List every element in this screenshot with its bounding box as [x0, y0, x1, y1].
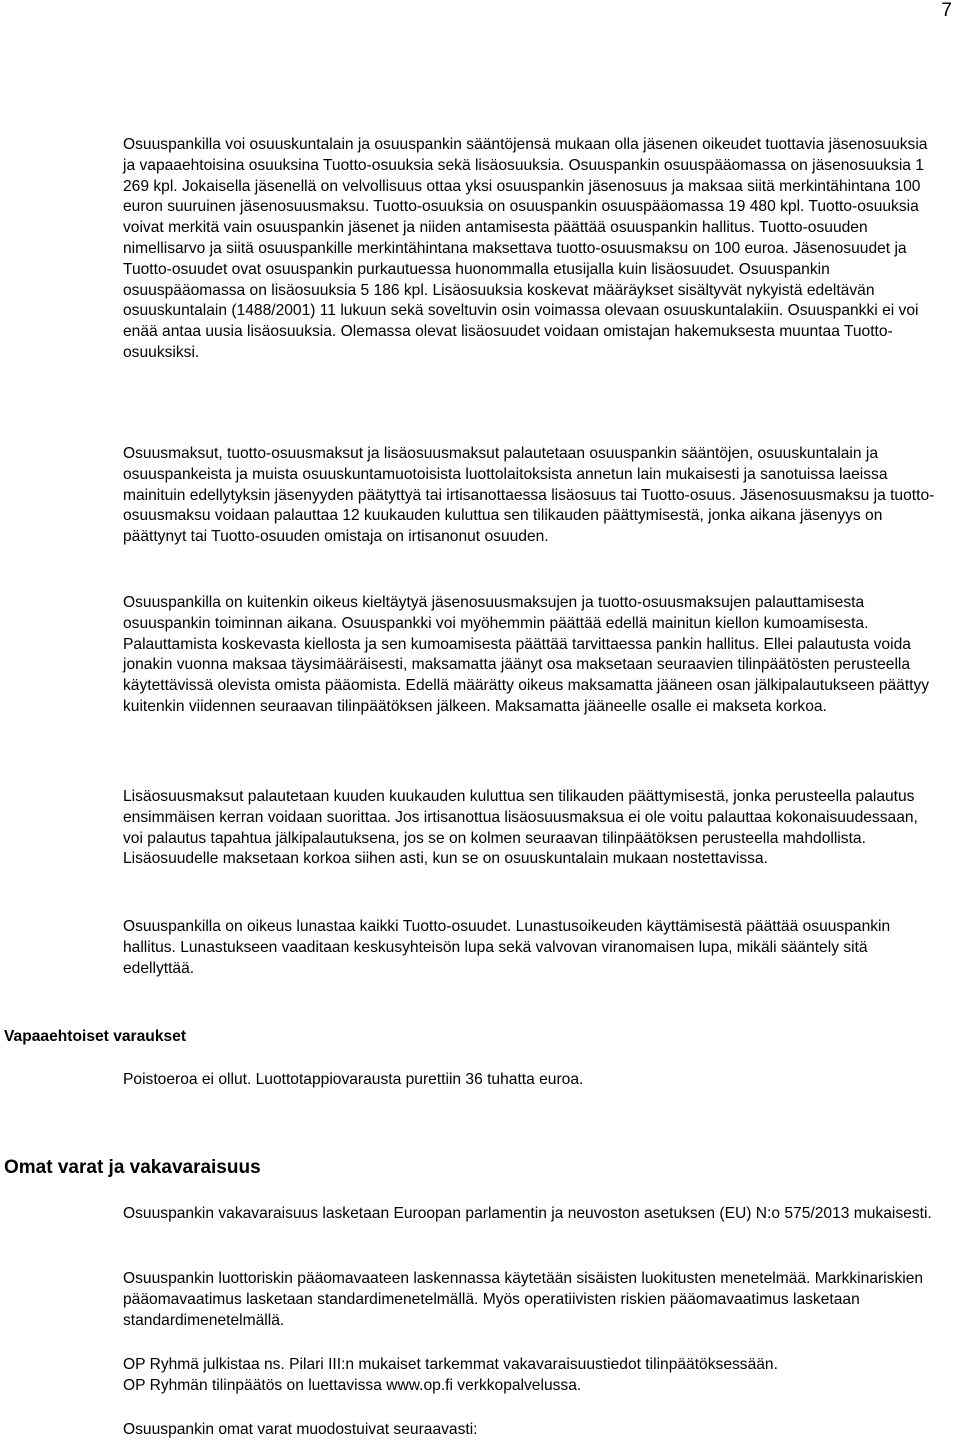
paragraph-lisaosuusmaksut: Lisäosuusmaksut palautetaan kuuden kuukauden kuluttua sen tilikauden päättymisestä, jonka perusteella palautus ensimmäisen kerran voidaan suorittaa. Jos irtisanottua lisäosuusmaksua ei ole voitu palauttaa kokonaisuudessaan, voi palautus tapahtua jälkipalautuksena, jos se on kolmen seuraavan tilinpäätöksen perusteella mahdollista. Lisäosuudelle maksetaan korkoa siihen asti, kun se on osuuskuntalain mukaan nostettavissa.: [123, 788, 918, 868]
paragraph-osuusmaksujen-palautus: Osuusmaksut, tuotto-osuusmaksut ja lisäosuusmaksut palautetaan osuuspankin sääntöjen, osuuskuntalain ja osuuspankeista ja muista osuuskuntamuotoisista luottolaitoksista annetun lain mukaisesti ja sanotuissa laeissa mainituin edellytyksin jäsenyyden päätyttyä tai irtisanottaessa lisäosuus tai Tuotto-osuus. Jäsenosuusmaksu ja tuotto-osuusmaksu voidaan palauttaa 12 kuukauden kuluttua sen tilikauden päättymisestä, jonka aikana jäsenyys on päättynyt tai Tuotto-osuuden omistaja on irtisanonut osuuden.: [123, 445, 935, 546]
heading-omat-varat: Omat varat ja vakavaraisuus: [4, 1157, 261, 1178]
pilari-line-2: OP Ryhmän tilinpäätös on luettavissa www.op.fi verkkopalvelussa.: [123, 1376, 582, 1394]
paragraph-osuudet: Osuuspankilla voi osuuskuntalain ja osuuspankin sääntöjensä mukaan olla jäsenen oikeudet tuottavia jäsenosuuksia ja vapaaehtoisina osuuksina Tuotto-osuuksia sekä lisäosuuksia. Osuuspankin osuuspääomassa on jäsenosuuksia 1 269 kpl. Jokaisella jäsenellä on velvollisuus ottaa yksi osuuspankin jäsenosuus ja maksaa siitä merkintähintana 100 euron suuruinen jäsenosuusmaksu. Tuotto-osuuksia on osuuspankin osuuspääomassa 19 480 kpl. Tuotto-osuuksia voivat merkitä vain osuuspankin jäsenet ja niiden antamisesta päättää osuuspankin hallitus. Tuotto-osuuden nimellisarvo ja siitä osuuspankille merkintähintana maksettava tuotto-osuusmaksu on 100 euroa. Jäsenosuudet ja Tuotto-osuudet ovat osuuspankin purkautuessa huonommalla etusijalla kuin lisäosuudet. Osuuspankin osuuspääomassa on lisäosuuksia 5 186 kpl. Lisäosuuksia koskevat määräykset sisältyvät nykyistä edeltävän osuuskuntalain (1488/2001) 11 lukuun sekä soveltuvin osin voimassa olevaan osuuskuntalakiin. Osuuspankki ei voi enää antaa uusia lisäosuuksia. Olemassa olevat lisäosuudet voidaan omistajan hakemuksesta muuntaa Tuotto-osuuksiksi.: [123, 136, 928, 361]
paragraph-pilari: [123, 1355, 941, 1397]
page-number: 7: [941, 0, 952, 21]
heading-vapaaehtoiset-varaukset: Vapaaehtoiset varaukset: [4, 1028, 187, 1045]
paragraph-vakavaraisuus: Osuuspankin vakavaraisuus lasketaan Euroopan parlamentin ja neuvoston asetuksen (EU) N:o 575/2013 mukaisesti.: [123, 1205, 932, 1222]
paragraph-omat-varat-intro: Osuuspankin omat varat muodostuivat seuraavasti:: [123, 1421, 478, 1438]
paragraph-palautuskielto: Osuuspankilla on kuitenkin oikeus kieltäytyä jäsenosuusmaksujen ja tuotto-osuusmaksujen palauttamisesta osuuspankin toiminnan aikana. Osuuspankki voi myöhemmin päättää edellä mainitun kiellon kumoamisesta. Palauttamista koskevasta kiellosta ja sen kumoamisesta päättää tarvittaessa pankin hallitus. Ellei palautusta voida jonakin vuonna maksaa täysimääräisesti, maksamatta jäänyt osa maksetaan seuraavien tilinpäätösten perusteella käytettävissä olevista omista pääomista. Edellä määrätty oikeus maksamatta jääneen osan jälkipalautukseen päättyy kuitenkin viidennen seuraavan tilinpäätöksen jälkeen. Maksamatta jääneelle osalle ei makseta korkoa.: [123, 594, 930, 715]
paragraph-paaomavaade: Osuuspankin luottoriskin pääomavaateen laskennassa käytetään sisäisten luokitusten menetelmää. Markkinariskien pääomavaatimus lasketaan standardimenetelmällä. Myös operatiivisten riskien pääomavaatimus lasketaan standardimenetelmällä.: [123, 1270, 924, 1329]
paragraph-lunastus: Osuuspankilla on oikeus lunastaa kaikki Tuotto-osuudet. Lunastusoikeuden käyttämisestä päättää osuuspankin hallitus. Lunastukseen vaaditaan keskusyhteisön lupa sekä valvovan viranomaisen lupa, mikäli sääntely sitä edellyttää.: [123, 918, 891, 977]
paragraph-poistoero: Poistoeroa ei ollut. Luottotappiovarausta purettiin 36 tuhatta euroa.: [123, 1071, 584, 1088]
pilari-line-1: OP Ryhmä julkistaa ns. Pilari III:n mukaiset tarkemmat vakavaraisuustiedot tilinpäätöksessään.: [123, 1356, 778, 1373]
